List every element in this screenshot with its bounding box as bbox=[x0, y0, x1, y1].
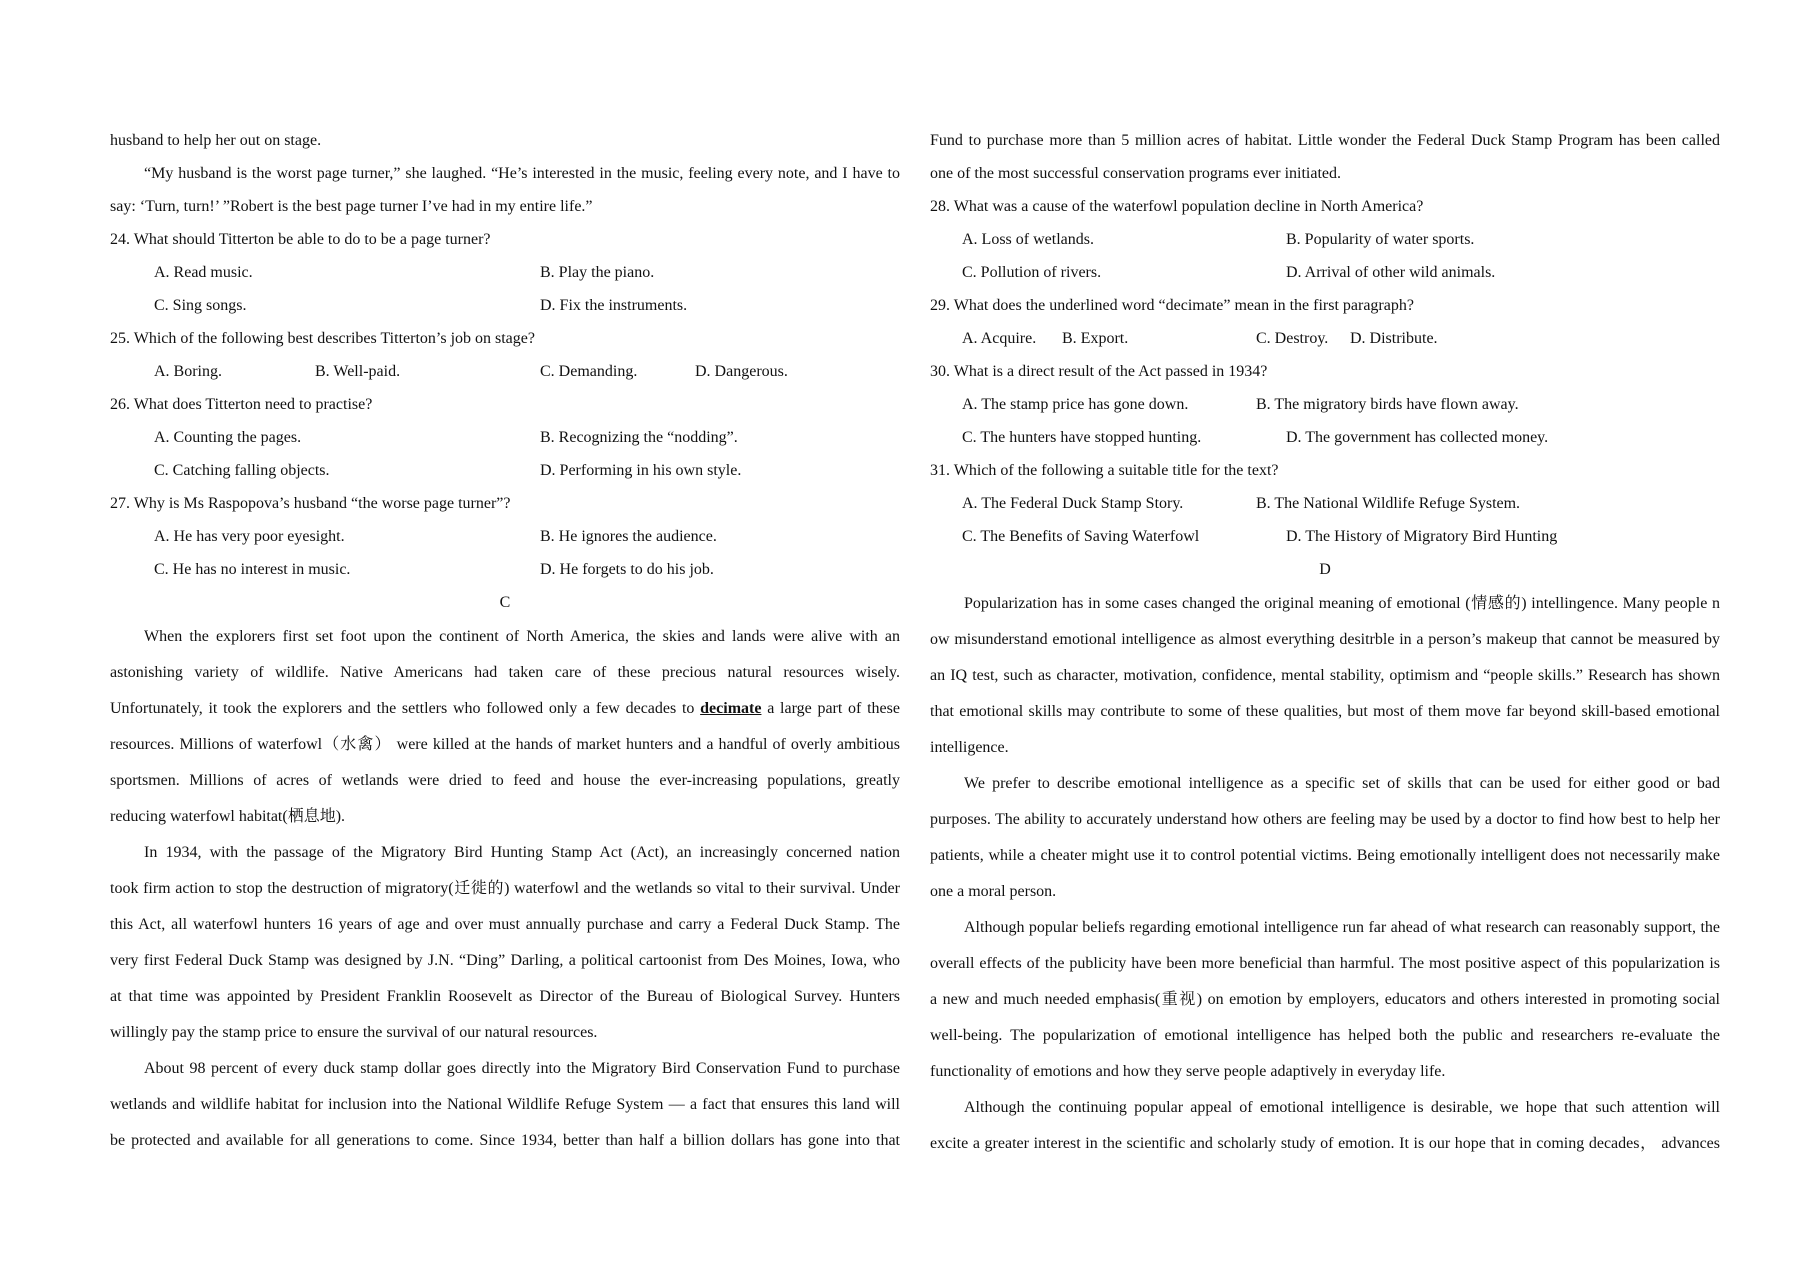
passage-line: took firm action to stop the destruction of migratory(迁徙的) waterfowl and the wetlands so vital to their survival. Under bbox=[110, 880, 900, 897]
passage-line: astonishing variety of wildlife. Native Americans had taken care of these precious natural resources wisely. bbox=[110, 664, 900, 681]
question-25-options-row bbox=[110, 355, 900, 388]
passage-line: wetlands and wildlife habitat for inclusion into the National Wildlife Refuge System — a fact that ensures this land will bbox=[110, 1096, 900, 1113]
q29-option-a[interactable]: A. Acquire. bbox=[962, 330, 1037, 347]
question-27-options-row1 bbox=[110, 520, 900, 553]
question-24-stem: 24. What should Titterton be able to do to be a page turner? bbox=[110, 231, 491, 248]
question-30-stem: 30. What is a direct result of the Act passed in 1934? bbox=[930, 363, 1268, 380]
q24-option-d[interactable]: D. Fix the instruments. bbox=[540, 297, 688, 314]
q27-option-c[interactable]: C. He has no interest in music. bbox=[154, 561, 351, 578]
q25-option-d[interactable]: D. Dangerous. bbox=[695, 363, 788, 380]
question-28-options-row2 bbox=[930, 256, 1720, 289]
question-26-options-row1 bbox=[110, 421, 900, 454]
passage-line: at that time was appointed by President Franklin Roosevelt as Director of the Bureau of Biological Survey. Hunters bbox=[110, 988, 900, 1005]
question-31-options-row1 bbox=[930, 487, 1720, 520]
q26-option-d[interactable]: D. Performing in his own style. bbox=[540, 462, 742, 479]
passage-line: When the explorers first set foot upon the continent of North America, the skies and lands were alive with an bbox=[144, 628, 900, 645]
passage-line: say: ‘Turn, turn!’ ”Robert is the best page turner I’ve had in my entire life.” bbox=[110, 198, 593, 215]
q27-option-a[interactable]: A. He has very poor eyesight. bbox=[154, 528, 345, 545]
q31-option-c[interactable]: C. The Benefits of Saving Waterfowl bbox=[962, 528, 1200, 545]
q28-option-a[interactable]: A. Loss of wetlands. bbox=[962, 231, 1094, 248]
question-26-options-row2 bbox=[110, 454, 900, 487]
question-27-options-row2 bbox=[110, 553, 900, 586]
question-30-options-row2 bbox=[930, 421, 1720, 454]
q28-option-b[interactable]: B. Popularity of water sports. bbox=[1286, 231, 1475, 248]
q25-option-a[interactable]: A. Boring. bbox=[154, 363, 222, 380]
question-24-options-row2 bbox=[110, 289, 900, 322]
passage-line: Fund to purchase more than 5 million acres of habitat. Little wonder the Federal Duck Stamp Program has been called bbox=[930, 132, 1720, 149]
question-28-options-row1 bbox=[930, 223, 1720, 256]
passage-line: a new and much needed emphasis(重视) on emotion by employers, educators and others interested in promoting social bbox=[930, 991, 1720, 1008]
passage-line: Although popular beliefs regarding emotional intelligence run far ahead of what research can reasonably support, the bbox=[964, 919, 1720, 936]
q25-option-c[interactable]: C. Demanding. bbox=[540, 363, 638, 380]
question-26-stem: 26. What does Titterton need to practise? bbox=[110, 396, 373, 413]
q24-option-b[interactable]: B. Play the piano. bbox=[540, 264, 655, 281]
left-column bbox=[110, 124, 900, 1159]
question-28-stem: 28. What was a cause of the waterfowl population decline in North America? bbox=[930, 198, 1424, 215]
q26-option-a[interactable]: A. Counting the pages. bbox=[154, 429, 302, 446]
right-column bbox=[930, 124, 1720, 1162]
q24-option-c[interactable]: C. Sing songs. bbox=[154, 297, 247, 314]
question-31-options-row2 bbox=[930, 520, 1720, 553]
q27-option-d[interactable]: D. He forgets to do his job. bbox=[540, 561, 714, 578]
passage-line: sportsmen. Millions of acres of wetlands were dried to feed and house the ever-increasing populations, greatly bbox=[110, 772, 900, 789]
passage-line: overall effects of the publicity have been more beneficial than harmful. The most positive aspect of this popularization is bbox=[930, 955, 1720, 972]
passage-text: a large part of these bbox=[767, 700, 900, 717]
q29-option-d[interactable]: D. Distribute. bbox=[1350, 330, 1438, 347]
section-heading-d: D bbox=[1319, 561, 1331, 578]
passage-line: intelligence. bbox=[930, 739, 1009, 756]
q30-option-b[interactable]: B. The migratory birds have flown away. bbox=[1256, 396, 1519, 413]
q30-option-a[interactable]: A. The stamp price has gone down. bbox=[962, 396, 1189, 413]
question-29-options-row bbox=[930, 322, 1720, 355]
question-27-stem: 27. Why is Ms Raspopova’s husband “the worse page turner”? bbox=[110, 495, 511, 512]
passage-text: Unfortunately, it took the explorers and the settlers who followed only a few decades to bbox=[110, 700, 695, 717]
passage-line: In 1934, with the passage of the Migratory Bird Hunting Stamp Act (Act), an increasingly concerned nation bbox=[144, 844, 900, 861]
passage-line: ow misunderstand emotional intelligence as almost everything desitrble in a person’s makeup that cannot be measured by bbox=[930, 631, 1720, 648]
passage-line: Although the continuing popular appeal of emotional intelligence is desirable, we hope that such attention will bbox=[964, 1099, 1720, 1116]
q31-option-a[interactable]: A. The Federal Duck Stamp Story. bbox=[962, 495, 1184, 512]
q30-option-c[interactable]: C. The hunters have stopped hunting. bbox=[962, 429, 1202, 446]
passage-line: be protected and available for all generations to come. Since 1934, better than half a billion dollars has gone into that bbox=[110, 1132, 900, 1149]
passage-line: this Act, all waterfowl hunters 16 years of age and over must annually purchase and carry a Federal Duck Stamp. The bbox=[110, 916, 900, 933]
q27-option-b[interactable]: B. He ignores the audience. bbox=[540, 528, 717, 545]
question-31-stem: 31. Which of the following a suitable title for the text? bbox=[930, 462, 1279, 479]
passage-line: functionality of emotions and how they serve people adaptively in everyday life. bbox=[930, 1063, 1446, 1080]
passage-line: “My husband is the worst page turner,” she laughed. “He’s interested in the music, feeling every note, and I have to bbox=[144, 165, 900, 182]
question-30-options-row1 bbox=[930, 388, 1720, 421]
underlined-word-decimate: decimate bbox=[700, 700, 762, 717]
q26-option-c[interactable]: C. Catching falling objects. bbox=[154, 462, 330, 479]
passage-line bbox=[110, 691, 900, 727]
passage-line: We prefer to describe emotional intelligence as a specific set of skills that can be used for either good or bad bbox=[964, 775, 1720, 792]
q31-option-d[interactable]: D. The History of Migratory Bird Hunting bbox=[1286, 528, 1558, 545]
passage-line: About 98 percent of every duck stamp dollar goes directly into the Migratory Bird Conservation Fund to purchase bbox=[144, 1060, 900, 1077]
q26-option-b[interactable]: B. Recognizing the “nodding”. bbox=[540, 429, 738, 446]
passage-line: excite a greater interest in the scientific and scholarly study of emotion. It is our hope that in coming decades， advances bbox=[930, 1135, 1720, 1152]
passage-line: purposes. The ability to accurately understand how others are feeling may be used by a doctor to find how best to help her bbox=[930, 811, 1720, 828]
passage-line: well-being. The popularization of emotional intelligence has helped both the public and researchers re-evaluate the bbox=[930, 1027, 1720, 1044]
question-25-stem: 25. Which of the following best describes Titterton’s job on stage? bbox=[110, 330, 535, 347]
passage-line: husband to help her out on stage. bbox=[110, 132, 322, 149]
passage-line: very first Federal Duck Stamp was designed by J.N. “Ding” Darling, a political cartoonist from Des Moines, Iowa, who bbox=[110, 952, 900, 969]
q30-option-d[interactable]: D. The government has collected money. bbox=[1286, 429, 1549, 446]
passage-line: that emotional skills may contribute to some of these qualities, but most of them move far beyond skill-based emotional bbox=[930, 703, 1720, 720]
passage-line: willingly pay the stamp price to ensure the survival of our natural resources. bbox=[110, 1024, 598, 1041]
question-29-stem: 29. What does the underlined word “decimate” mean in the first paragraph? bbox=[930, 297, 1414, 314]
q29-option-c[interactable]: C. Destroy. bbox=[1256, 330, 1329, 347]
passage-line: resources. Millions of waterfowl（水禽） were killed at the hands of market hunters and a handful of overly ambitious bbox=[110, 736, 900, 753]
q24-option-a[interactable]: A. Read music. bbox=[154, 264, 253, 281]
passage-line: one a moral person. bbox=[930, 883, 1057, 900]
passage-line: an IQ test, such as character, motivation, confidence, mental stability, optimism and “people skills.” Research has shown bbox=[930, 667, 1720, 684]
section-heading-c: C bbox=[499, 594, 511, 611]
passage-line: patients, while a cheater might use it to control potential victims. Being emotionally intelligent does not necessarily make bbox=[930, 847, 1720, 864]
q31-option-b[interactable]: B. The National Wildlife Refuge System. bbox=[1256, 495, 1521, 512]
question-24-options-row1 bbox=[110, 256, 900, 289]
passage-line: one of the most successful conservation programs ever initiated. bbox=[930, 165, 1341, 182]
q29-option-b[interactable]: B. Export. bbox=[1062, 330, 1129, 347]
passage-line: reducing waterfowl habitat(栖息地). bbox=[110, 808, 346, 825]
q25-option-b[interactable]: B. Well-paid. bbox=[315, 363, 401, 380]
q28-option-d[interactable]: D. Arrival of other wild animals. bbox=[1286, 264, 1496, 281]
passage-line: Popularization has in some cases changed the original meaning of emotional (情感的) intellingence. Many people n bbox=[964, 595, 1720, 612]
q28-option-c[interactable]: C. Pollution of rivers. bbox=[962, 264, 1102, 281]
